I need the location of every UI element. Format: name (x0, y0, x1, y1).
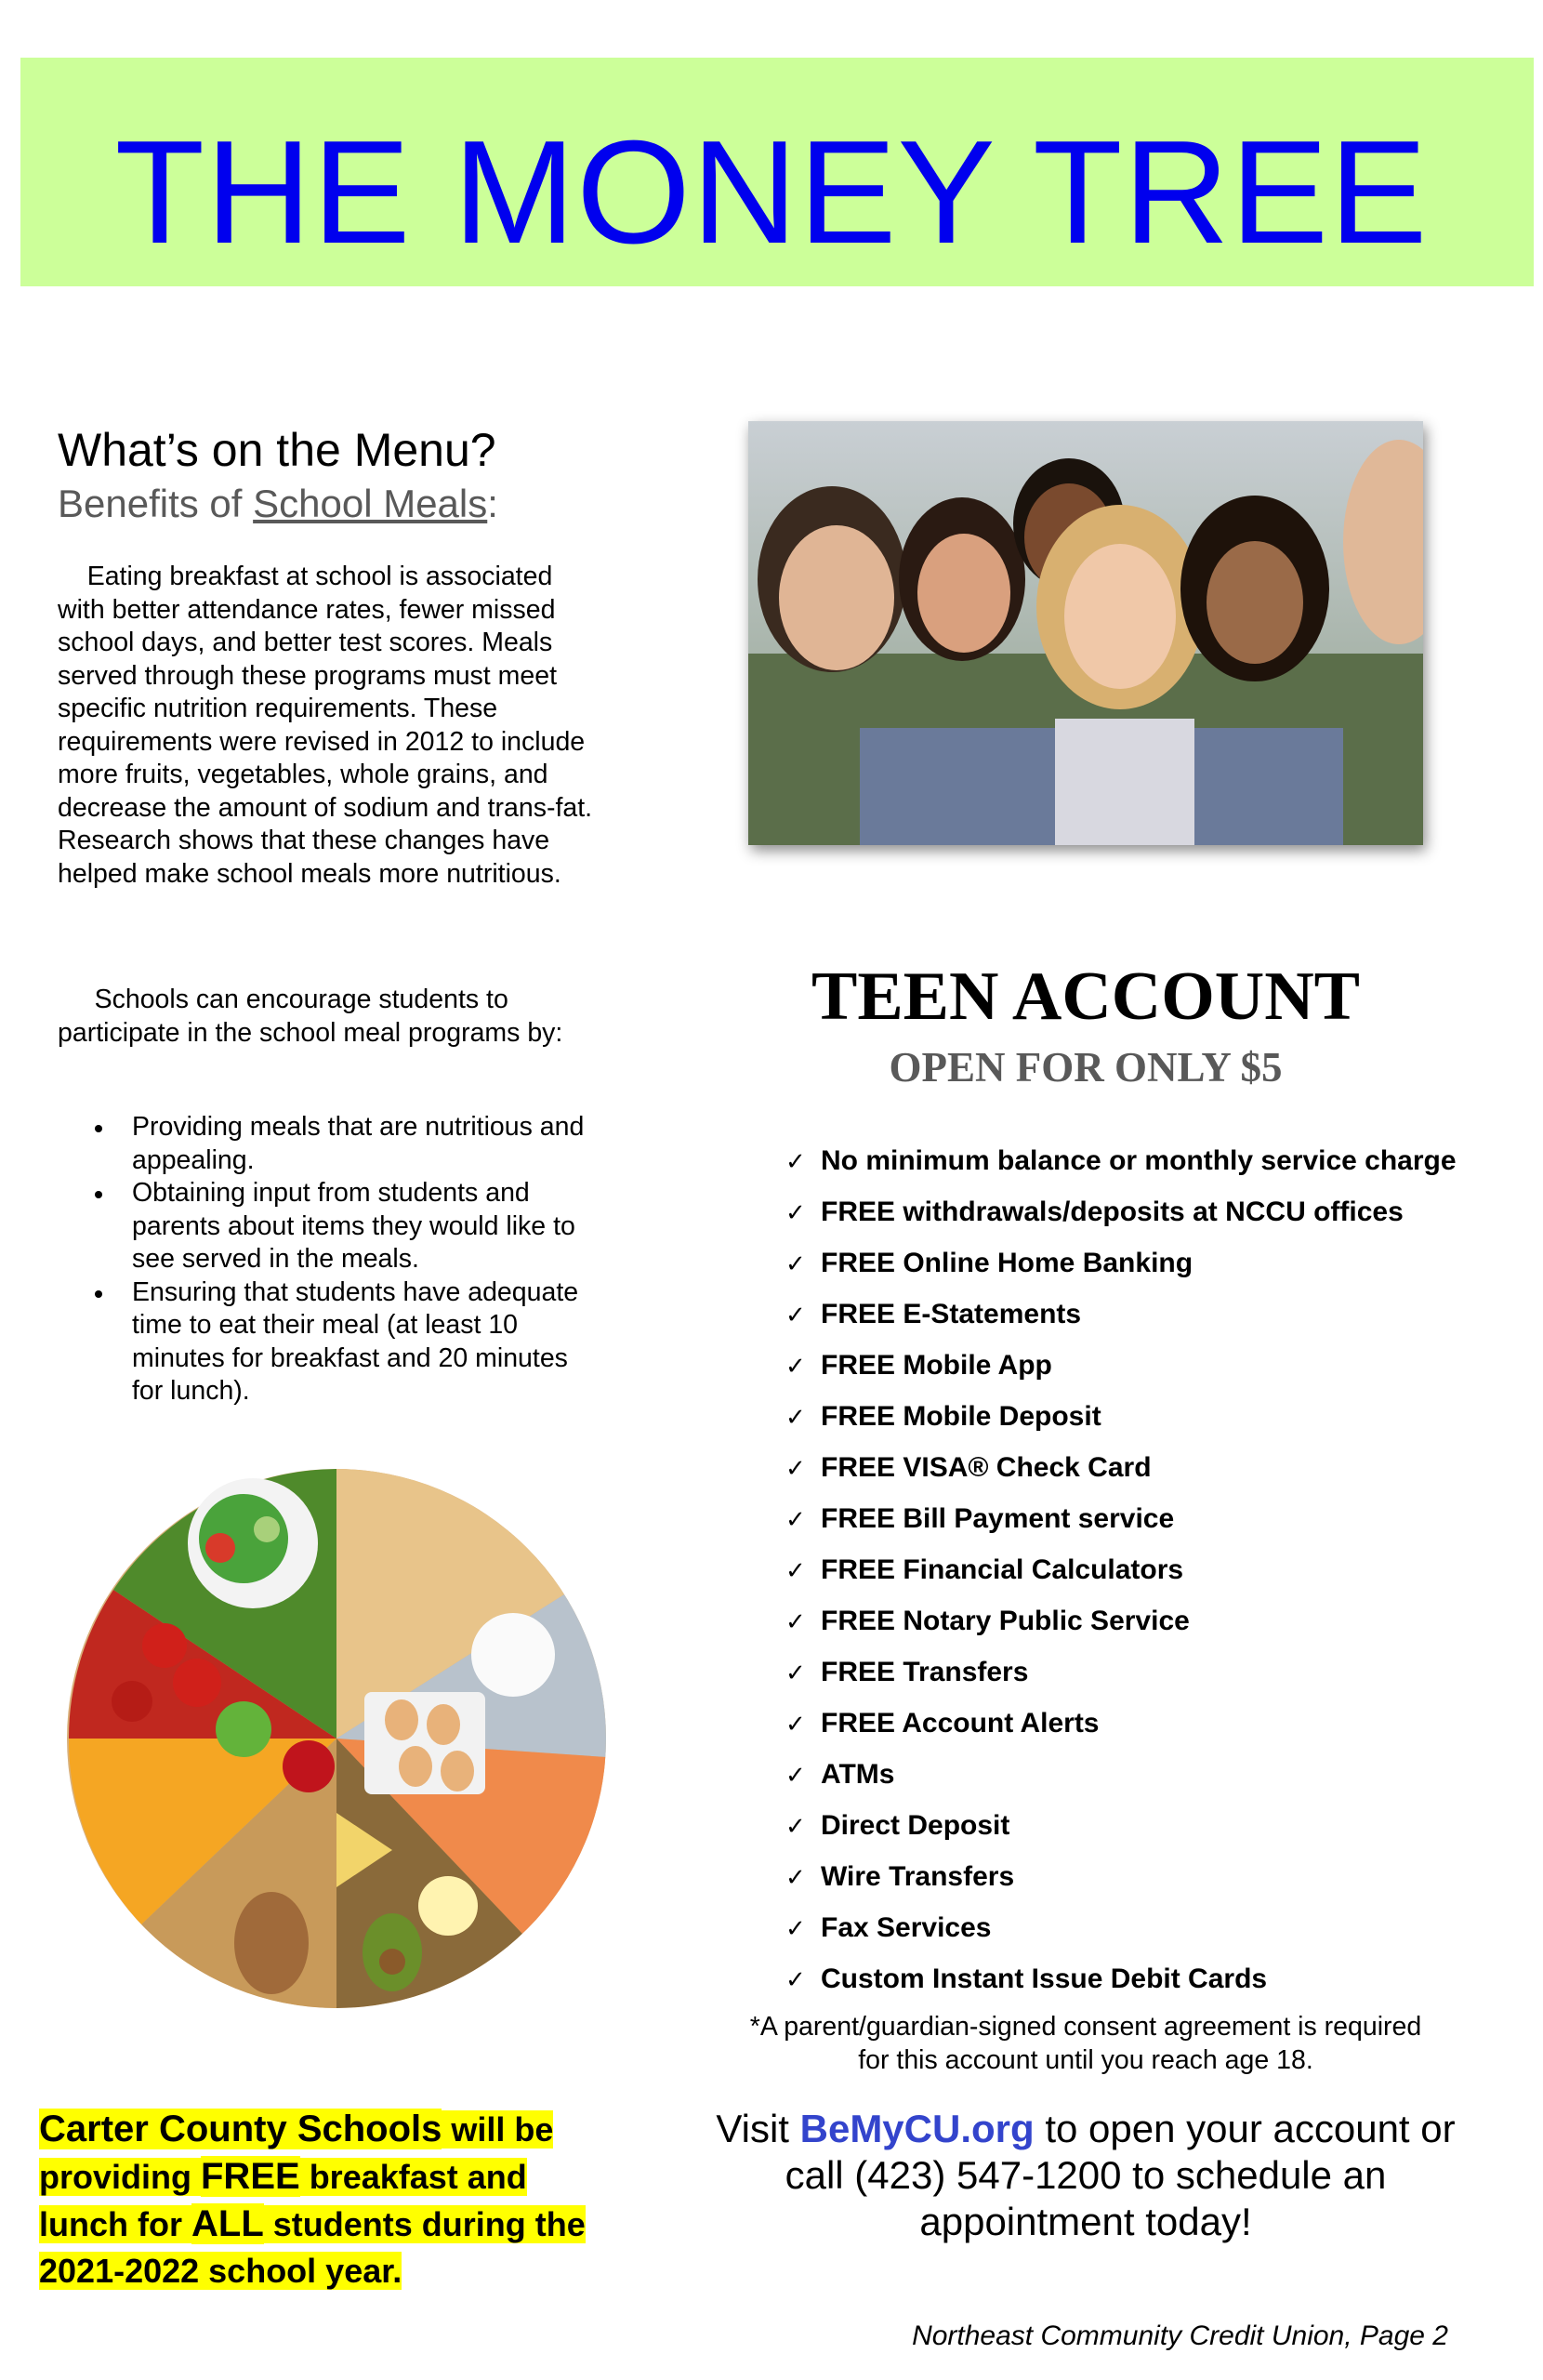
announcement-part: FREE (201, 2156, 300, 2197)
list-item (785, 1136, 1457, 1187)
bemycu-link[interactable]: BeMyCU.org (799, 2107, 1035, 2150)
feature-label: FREE Financial Calculators (821, 1554, 1184, 1585)
menu-subheading-suffix: : (487, 482, 498, 525)
list-item (785, 1392, 1457, 1443)
check-icon: ✓ (785, 1762, 806, 1790)
meal-tips-list (58, 1111, 601, 1408)
check-icon: ✓ (785, 1608, 806, 1636)
announcement-part: ALL (191, 2203, 264, 2244)
feature-label: ATMs (821, 1759, 895, 1790)
teen-features-list (785, 1136, 1457, 2005)
list-item (785, 1596, 1457, 1647)
list-item (785, 1903, 1457, 1954)
check-icon: ✓ (785, 1250, 806, 1278)
teen-account-subtitle: OPEN FOR ONLY $5 (889, 1044, 1283, 1091)
announcement-part: breakfast and lunch for (39, 2158, 527, 2243)
healthy-food-plate-image (58, 1460, 615, 2017)
feature-label: FREE E-Statements (821, 1299, 1082, 1329)
check-icon: ✓ (785, 1353, 806, 1381)
breakfast-paragraph (58, 561, 601, 891)
menu-heading: What’s on the Menu? (58, 424, 496, 476)
announcement-part: Carter County Schools (39, 2109, 442, 2149)
list-item (785, 1699, 1457, 1750)
check-icon: ✓ (785, 1404, 806, 1432)
teen-account-title: TEEN ACCOUNT (811, 959, 1361, 1035)
feature-label: FREE Transfers (821, 1657, 1029, 1687)
check-icon: ✓ (785, 1199, 806, 1227)
list-item (785, 1238, 1457, 1289)
free-meals-announcement (39, 2106, 620, 2294)
list-item (785, 1289, 1457, 1341)
list-item (785, 1954, 1457, 2005)
check-icon: ✓ (785, 1557, 806, 1585)
feature-label: Custom Instant Issue Debit Cards (821, 1964, 1268, 1994)
list-item (785, 1341, 1457, 1392)
consent-note: *A parent/guardian-signed consent agreement is required for this account until you reach age 18. (749, 2012, 1422, 2075)
menu-subheading-prefix: Benefits of (58, 482, 254, 525)
newsletter-title: THE MONEY TREE (114, 111, 1429, 274)
check-icon: ✓ (785, 1148, 806, 1176)
list-item (785, 1494, 1457, 1545)
visit-suffix: to open your account or call (423) 547-1200 to schedule an appointment today! (785, 2107, 1456, 2243)
list-item: Obtaining input from students and parents about items they would like to see served in the meals. (58, 1177, 601, 1276)
feature-label: FREE Mobile Deposit (821, 1401, 1101, 1432)
check-icon: ✓ (785, 1864, 806, 1892)
feature-label: FREE Mobile App (821, 1350, 1052, 1381)
feature-label: FREE Account Alerts (821, 1708, 1100, 1739)
feature-label: FREE Online Home Banking (821, 1248, 1194, 1278)
feature-label: FREE withdrawals/deposits at NCCU offices (821, 1197, 1404, 1227)
list-item (785, 1443, 1457, 1494)
feature-label: FREE Bill Payment service (821, 1503, 1175, 1534)
list-item (785, 1545, 1457, 1596)
check-icon: ✓ (785, 1966, 806, 1994)
check-icon: ✓ (785, 1659, 806, 1687)
check-icon: ✓ (785, 1455, 806, 1483)
visit-call-to-action (702, 2106, 1470, 2245)
announcement-part: students during the 2021-2022 school year. (39, 2205, 586, 2290)
encourage-paragraph-text: Schools can encourage students to participate in the school meal programs by: (58, 985, 563, 1048)
check-icon: ✓ (785, 1915, 806, 1943)
breakfast-paragraph-text: Eating breakfast at school is associated with better attendance rates, fewer missed school days, and better test scores. Meals served through these programs must meet specific nutrition requirements. These requirements were revised in 2012 to include more fruits, vegetables, whole grains, and decrease the amount of sodium and trans-fat. Research shows that these changes have helped make school meals more nutritious. (58, 562, 593, 889)
list-item: Providing meals that are nutritious and appealing. (58, 1111, 601, 1177)
encourage-paragraph (58, 984, 601, 1050)
menu-subheading (58, 482, 498, 526)
check-icon: ✓ (785, 1813, 806, 1841)
feature-label: Wire Transfers (821, 1861, 1015, 1892)
feature-label: Fax Services (821, 1912, 992, 1943)
school-meals-link[interactable]: School Meals (253, 482, 488, 525)
feature-label: FREE VISA® Check Card (821, 1452, 1152, 1483)
list-item: Ensuring that students have adequate time to eat their meal (at least 10 minutes for breakfast and 20 minutes for lunch). (58, 1276, 601, 1408)
check-icon: ✓ (785, 1506, 806, 1534)
list-item (785, 1750, 1457, 1801)
feature-label: Direct Deposit (821, 1810, 1010, 1841)
list-item (785, 1852, 1457, 1903)
list-item (785, 1801, 1457, 1852)
visit-prefix: Visit (716, 2107, 800, 2150)
check-icon: ✓ (785, 1711, 806, 1739)
teens-selfie-photo (748, 421, 1423, 845)
check-icon: ✓ (785, 1302, 806, 1329)
list-item (785, 1647, 1457, 1699)
page-footer: Northeast Community Credit Union, Page 2 (912, 2320, 1448, 2351)
feature-label: FREE Notary Public Service (821, 1606, 1190, 1636)
list-item (785, 1187, 1457, 1238)
announcement-part: will be providing (39, 2110, 554, 2196)
feature-label: No minimum balance or monthly service charge (821, 1145, 1457, 1176)
